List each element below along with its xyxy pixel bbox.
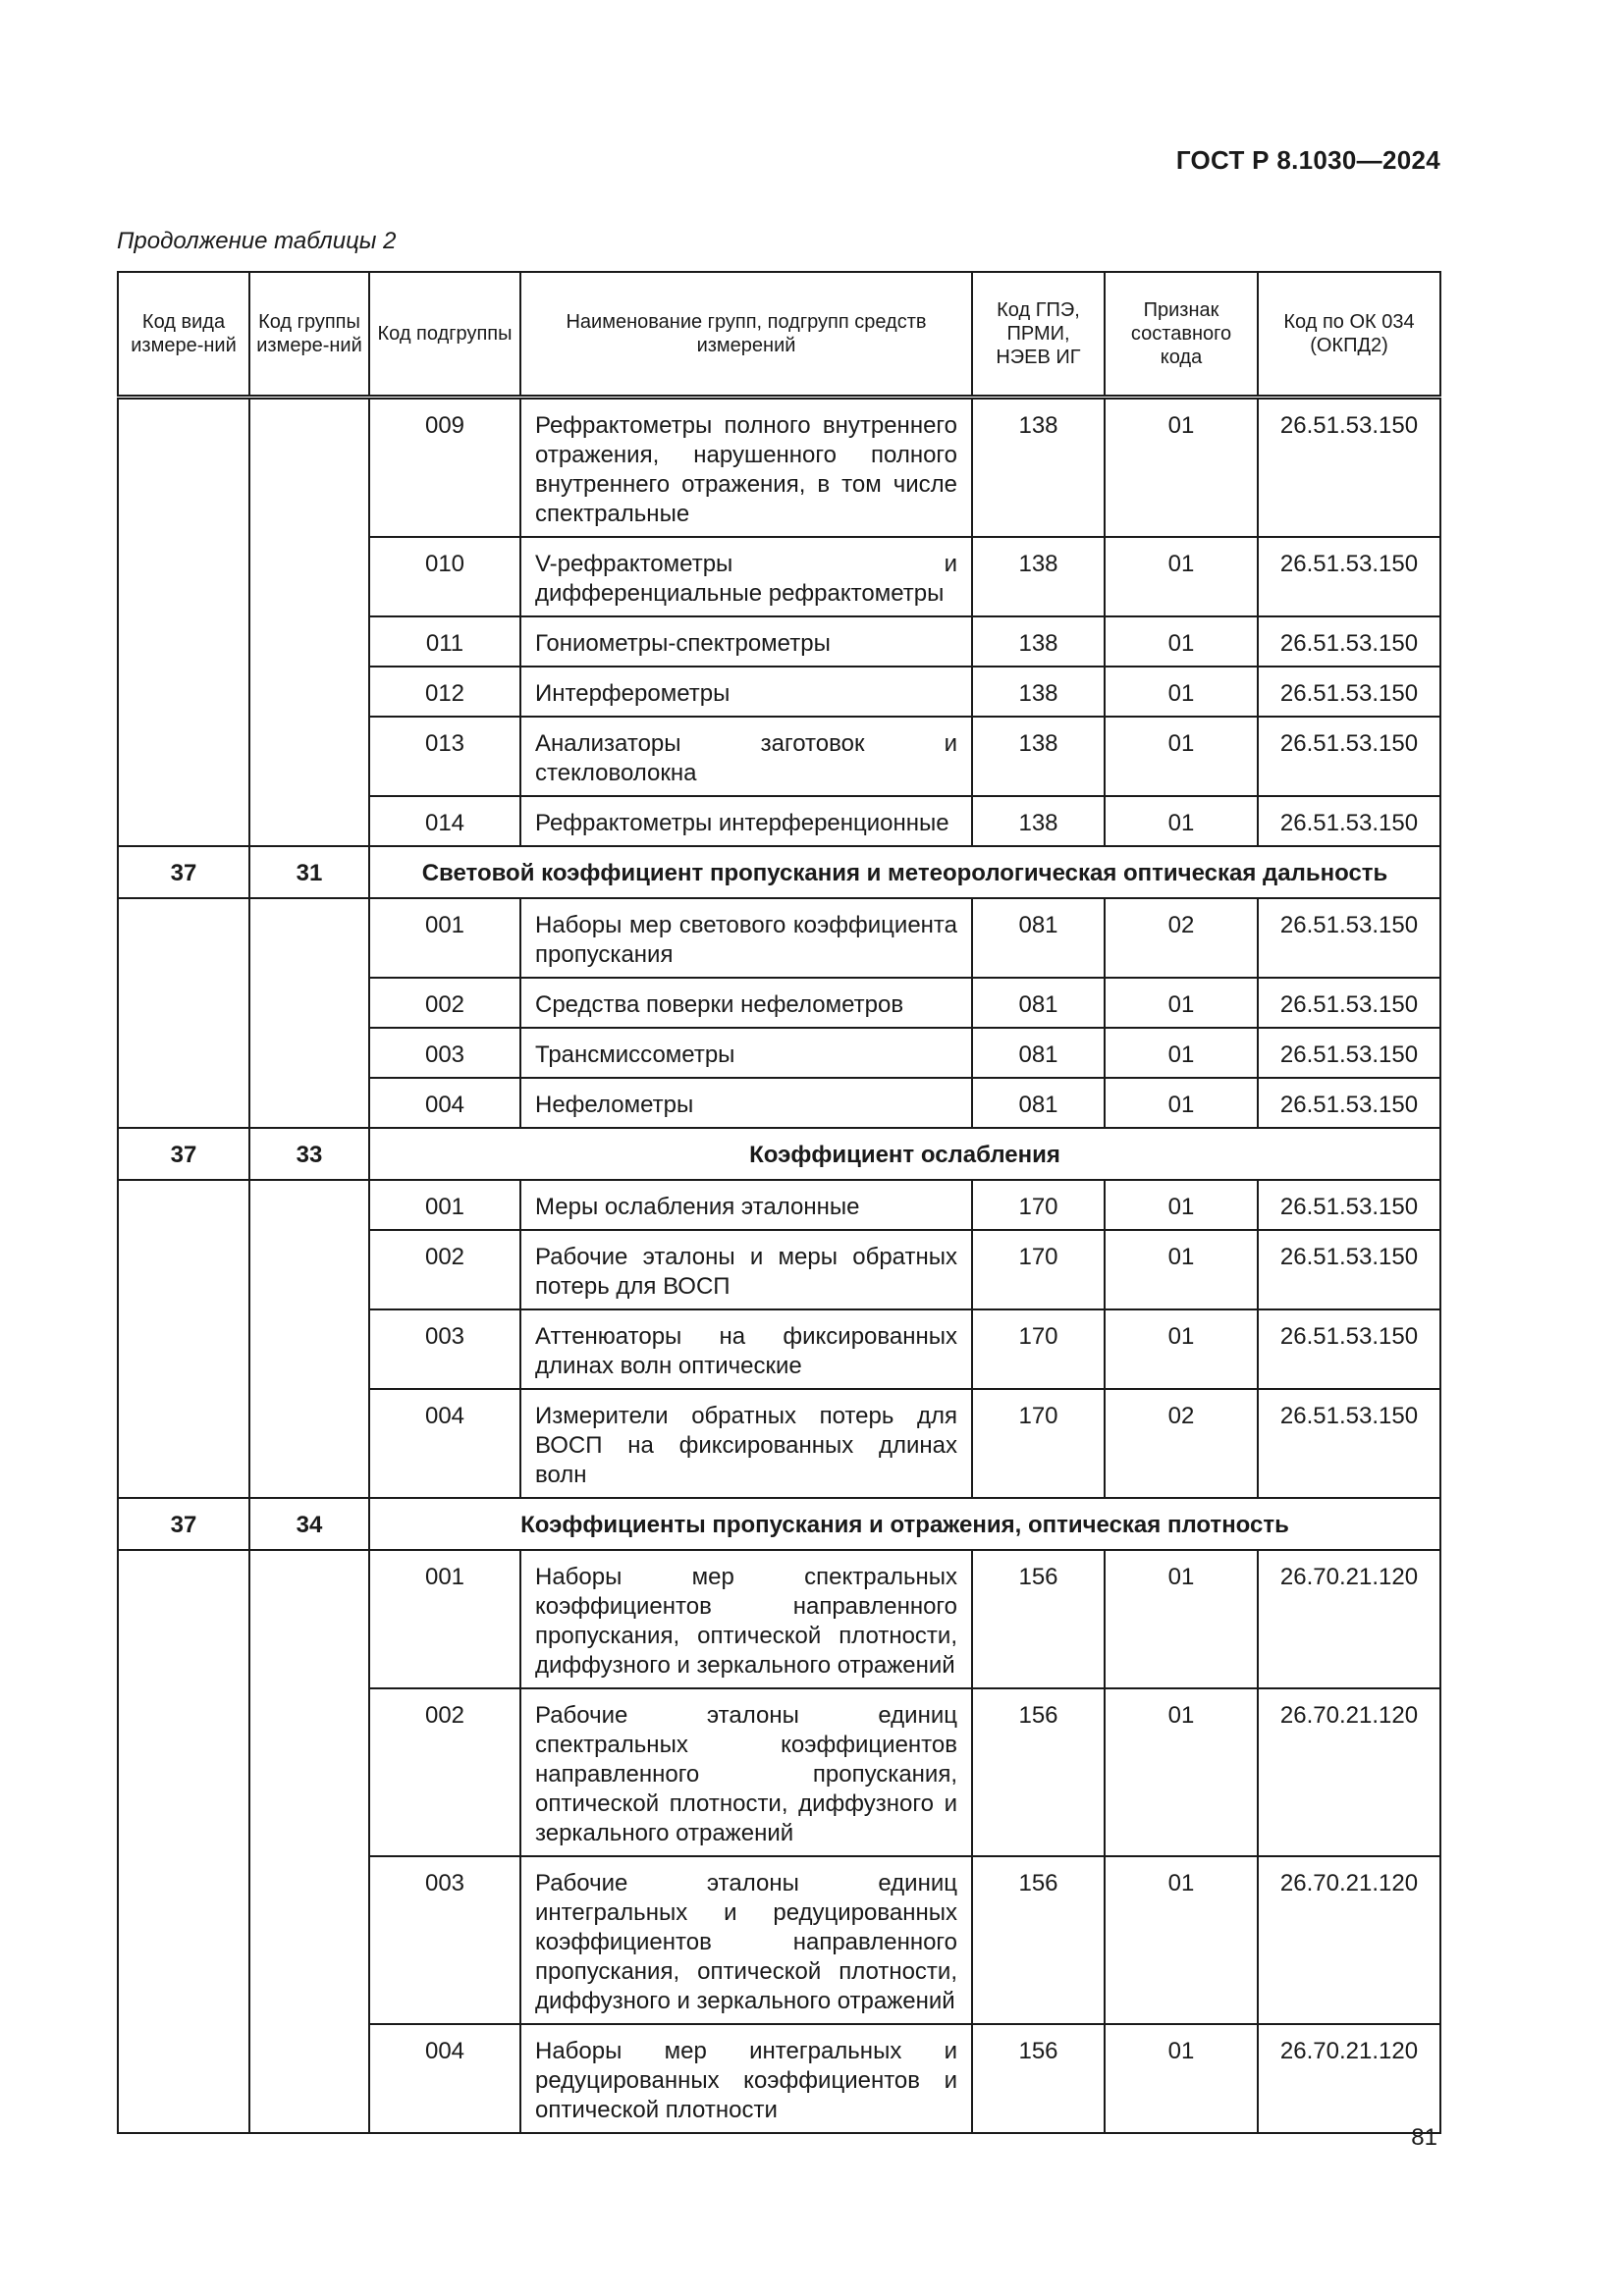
composite-flag: 01 bbox=[1105, 1550, 1258, 1688]
composite-flag: 01 bbox=[1105, 667, 1258, 717]
subgroup-name: Аттенюаторы на фиксированных длинах волн оптические bbox=[520, 1309, 972, 1389]
composite-flag: 01 bbox=[1105, 717, 1258, 796]
page-number: 81 bbox=[1411, 2124, 1437, 2151]
gpe-code: 138 bbox=[972, 667, 1105, 717]
group-title: Световой коэффициент пропускания и метеорологическая оптическая дальность bbox=[369, 846, 1440, 898]
table-row bbox=[118, 898, 1440, 978]
okpd2-code: 26.51.53.150 bbox=[1258, 1389, 1440, 1498]
table-row bbox=[118, 1180, 1440, 1230]
group-code: 34 bbox=[249, 1498, 369, 1550]
gpe-code: 156 bbox=[972, 1550, 1105, 1688]
subgroup-name: Рефрактометры полного внутреннего отражения, нарушенного полного внутреннего отражения, в том числе спектральные bbox=[520, 398, 972, 538]
kind-code-cell bbox=[118, 898, 249, 1128]
subgroup-name: Измерители обратных потерь для ВОСП на фиксированных длинах волн bbox=[520, 1389, 972, 1498]
composite-flag: 01 bbox=[1105, 398, 1258, 538]
composite-flag: 01 bbox=[1105, 1028, 1258, 1078]
group-code: 33 bbox=[249, 1128, 369, 1180]
subgroup-name: Гониометры-спектрометры bbox=[520, 616, 972, 667]
gpe-code: 170 bbox=[972, 1389, 1105, 1498]
document-code: ГОСТ Р 8.1030—2024 bbox=[1175, 145, 1440, 175]
okpd2-code: 26.70.21.120 bbox=[1258, 1856, 1440, 2024]
kind-code-cell bbox=[118, 398, 249, 847]
header-gpe-code: Код ГПЭ, ПРМИ, НЭЕВ ИГ bbox=[972, 272, 1105, 398]
okpd2-code: 26.51.53.150 bbox=[1258, 1309, 1440, 1389]
composite-flag: 01 bbox=[1105, 796, 1258, 846]
composite-flag: 01 bbox=[1105, 1688, 1258, 1856]
group-code-cell bbox=[249, 398, 369, 847]
group-code-cell bbox=[249, 1550, 369, 2133]
gpe-code: 138 bbox=[972, 616, 1105, 667]
subgroup-name: Интерферометры bbox=[520, 667, 972, 717]
table-continuation-caption: Продолжение таблицы 2 bbox=[117, 228, 397, 254]
okpd2-code: 26.70.21.120 bbox=[1258, 1550, 1440, 1688]
header-measurement-group-code: Код группы измере-ний bbox=[249, 272, 369, 398]
subgroup-code: 009 bbox=[369, 398, 520, 538]
subgroup-code: 012 bbox=[369, 667, 520, 717]
group-kind-code: 37 bbox=[118, 846, 249, 898]
okpd2-code: 26.51.53.150 bbox=[1258, 717, 1440, 796]
gpe-code: 138 bbox=[972, 717, 1105, 796]
okpd2-code: 26.51.53.150 bbox=[1258, 978, 1440, 1028]
composite-flag: 01 bbox=[1105, 978, 1258, 1028]
group-code: 31 bbox=[249, 846, 369, 898]
gpe-code: 081 bbox=[972, 1028, 1105, 1078]
kind-code-cell bbox=[118, 1180, 249, 1498]
okpd2-code: 26.70.21.120 bbox=[1258, 1688, 1440, 1856]
subgroup-name: Нефелометры bbox=[520, 1078, 972, 1128]
composite-flag: 01 bbox=[1105, 537, 1258, 616]
gpe-code: 156 bbox=[972, 2024, 1105, 2133]
gpe-code: 138 bbox=[972, 796, 1105, 846]
okpd2-code: 26.51.53.150 bbox=[1258, 1078, 1440, 1128]
subgroup-name: V-рефрактометры и дифференциальные рефрактометры bbox=[520, 537, 972, 616]
gpe-code: 138 bbox=[972, 398, 1105, 538]
composite-flag: 01 bbox=[1105, 2024, 1258, 2133]
gpe-code: 170 bbox=[972, 1309, 1105, 1389]
subgroup-code: 013 bbox=[369, 717, 520, 796]
okpd2-code: 26.51.53.150 bbox=[1258, 1028, 1440, 1078]
subgroup-name: Меры ослабления эталонные bbox=[520, 1180, 972, 1230]
group-code-cell bbox=[249, 898, 369, 1128]
group-heading-row bbox=[118, 846, 1440, 898]
composite-flag: 02 bbox=[1105, 1389, 1258, 1498]
subgroup-code: 004 bbox=[369, 1078, 520, 1128]
okpd2-code: 26.70.21.120 bbox=[1258, 2024, 1440, 2133]
subgroup-code: 001 bbox=[369, 1550, 520, 1688]
gpe-code: 156 bbox=[972, 1856, 1105, 2024]
subgroup-name: Рефрактометры интерференционные bbox=[520, 796, 972, 846]
group-heading-row bbox=[118, 1498, 1440, 1550]
subgroup-name: Рабочие эталоны единиц интегральных и редуцированных коэффициентов направленного пропускания, оптической плотности, диффузного и зеркального отражений bbox=[520, 1856, 972, 2024]
subgroup-code: 002 bbox=[369, 978, 520, 1028]
subgroup-code: 011 bbox=[369, 616, 520, 667]
group-kind-code: 37 bbox=[118, 1498, 249, 1550]
subgroup-name: Анализаторы заготовок и стекловолокна bbox=[520, 717, 972, 796]
subgroup-code: 003 bbox=[369, 1309, 520, 1389]
table-row bbox=[118, 1550, 1440, 1688]
okpd2-code: 26.51.53.150 bbox=[1258, 796, 1440, 846]
gpe-code: 170 bbox=[972, 1230, 1105, 1309]
gpe-code: 170 bbox=[972, 1180, 1105, 1230]
subgroup-code: 014 bbox=[369, 796, 520, 846]
subgroup-name: Наборы мер спектральных коэффициентов направленного пропускания, оптической плотности, диффузного и зеркального отражений bbox=[520, 1550, 972, 1688]
composite-flag: 01 bbox=[1105, 616, 1258, 667]
gpe-code: 081 bbox=[972, 898, 1105, 978]
group-heading-row bbox=[118, 1128, 1440, 1180]
gpe-code: 156 bbox=[972, 1688, 1105, 1856]
composite-flag: 02 bbox=[1105, 898, 1258, 978]
subgroup-name: Трансмиссометры bbox=[520, 1028, 972, 1078]
subgroup-code: 001 bbox=[369, 898, 520, 978]
kind-code-cell bbox=[118, 1550, 249, 2133]
measurement-groups-table bbox=[117, 271, 1441, 2134]
group-title: Коэффициенты пропускания и отражения, оптическая плотность bbox=[369, 1498, 1440, 1550]
composite-flag: 01 bbox=[1105, 1180, 1258, 1230]
table-row bbox=[118, 398, 1440, 538]
table-header-row bbox=[118, 272, 1440, 398]
okpd2-code: 26.51.53.150 bbox=[1258, 1230, 1440, 1309]
subgroup-code: 003 bbox=[369, 1856, 520, 2024]
subgroup-name: Наборы мер интегральных и редуцированных коэффициентов и оптической плотности bbox=[520, 2024, 972, 2133]
subgroup-name: Средства поверки нефелометров bbox=[520, 978, 972, 1028]
gpe-code: 081 bbox=[972, 978, 1105, 1028]
subgroup-code: 003 bbox=[369, 1028, 520, 1078]
composite-flag: 01 bbox=[1105, 1856, 1258, 2024]
header-measurement-kind-code: Код вида измере-ний bbox=[118, 272, 249, 398]
okpd2-code: 26.51.53.150 bbox=[1258, 667, 1440, 717]
okpd2-code: 26.51.53.150 bbox=[1258, 898, 1440, 978]
gpe-code: 081 bbox=[972, 1078, 1105, 1128]
composite-flag: 01 bbox=[1105, 1078, 1258, 1128]
composite-flag: 01 bbox=[1105, 1309, 1258, 1389]
subgroup-code: 010 bbox=[369, 537, 520, 616]
subgroup-name: Рабочие эталоны и меры обратных потерь для ВОСП bbox=[520, 1230, 972, 1309]
okpd2-code: 26.51.53.150 bbox=[1258, 616, 1440, 667]
subgroup-name: Наборы мер светового коэффициента пропускания bbox=[520, 898, 972, 978]
okpd2-code: 26.51.53.150 bbox=[1258, 1180, 1440, 1230]
subgroup-code: 001 bbox=[369, 1180, 520, 1230]
group-code-cell bbox=[249, 1180, 369, 1498]
okpd2-code: 26.51.53.150 bbox=[1258, 398, 1440, 538]
subgroup-code: 004 bbox=[369, 1389, 520, 1498]
header-group-name: Наименование групп, подгрупп средств измерений bbox=[520, 272, 972, 398]
okpd2-code: 26.51.53.150 bbox=[1258, 537, 1440, 616]
subgroup-code: 004 bbox=[369, 2024, 520, 2133]
group-title: Коэффициент ослабления bbox=[369, 1128, 1440, 1180]
gpe-code: 138 bbox=[972, 537, 1105, 616]
header-composite-flag: Признак составного кода bbox=[1105, 272, 1258, 398]
subgroup-code: 002 bbox=[369, 1688, 520, 1856]
group-kind-code: 37 bbox=[118, 1128, 249, 1180]
header-okpd2-code: Код по ОК 034 (ОКПД2) bbox=[1258, 272, 1440, 398]
subgroup-code: 002 bbox=[369, 1230, 520, 1309]
composite-flag: 01 bbox=[1105, 1230, 1258, 1309]
subgroup-name: Рабочие эталоны единиц спектральных коэффициентов направленного пропускания, оптической плотности, диффузного и зеркального отражений bbox=[520, 1688, 972, 1856]
header-subgroup-code: Код подгруппы bbox=[369, 272, 520, 398]
